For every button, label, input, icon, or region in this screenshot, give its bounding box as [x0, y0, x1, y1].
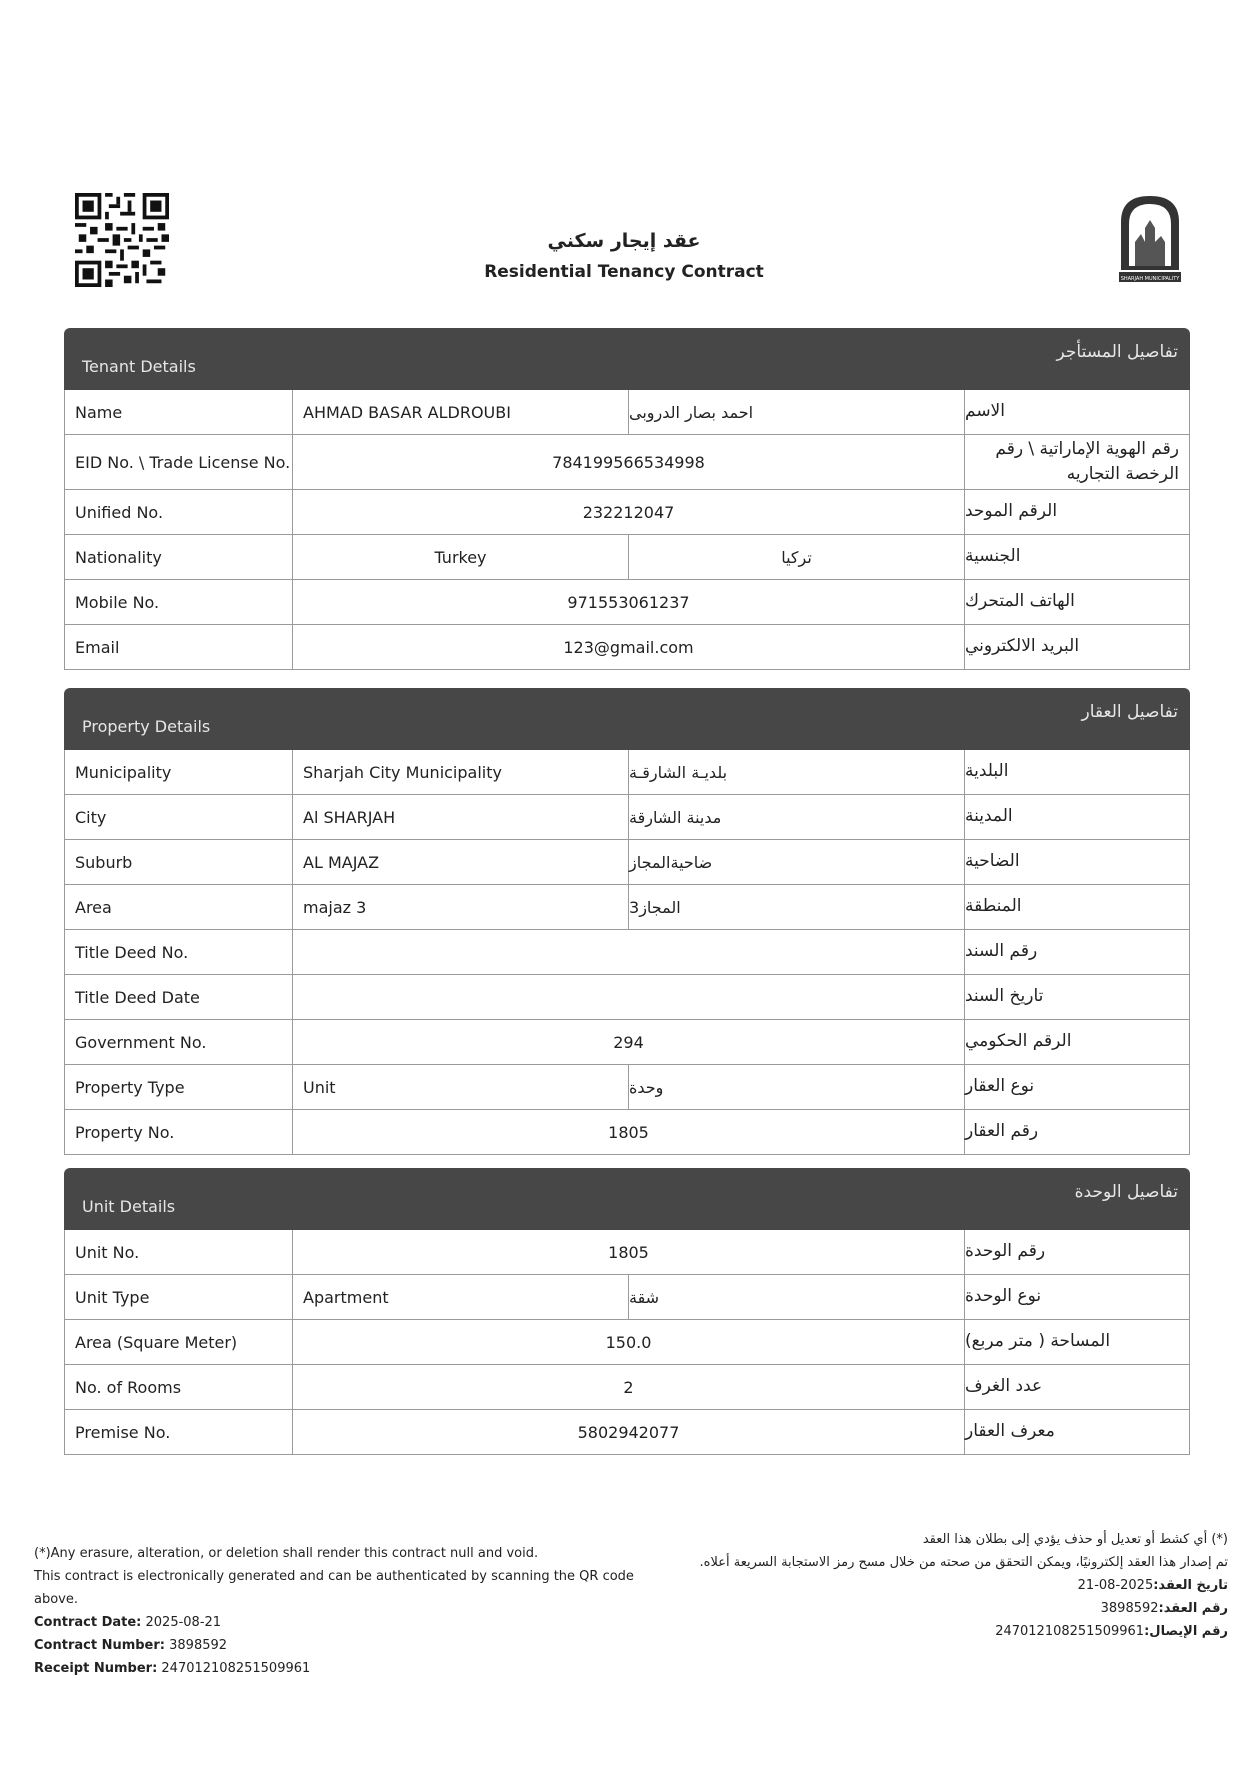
field-label-ar: الرقم الموحد: [965, 501, 1058, 522]
authentication-note: This contract is electronically generated and can be authenticated by scanning the QR code above.: [34, 1569, 634, 1607]
table-row: [64, 1065, 1190, 1110]
field-value-en: majaz 3: [293, 885, 629, 929]
field-label-ar: رقم السند: [965, 941, 1038, 962]
field-value-ar: مدينة الشارقة: [629, 795, 965, 839]
section-header: [64, 328, 1190, 390]
table-row: [64, 885, 1190, 930]
field-label-en: Premise No.: [65, 1410, 293, 1454]
disclaimer-line: (*)Any erasure, alteration, or deletion shall render this contract null and void.: [34, 1546, 539, 1561]
contract-number-value: 3898592: [169, 1638, 228, 1653]
field-value-en: Sharjah City Municipality: [293, 750, 629, 794]
field-label-en: City: [65, 795, 293, 839]
table-row: [64, 975, 1190, 1020]
field-label-en: No. of Rooms: [65, 1365, 293, 1409]
contract-date-value: 2025-08-21: [145, 1615, 222, 1630]
field-value: 2: [293, 1365, 965, 1409]
field-label-en: Unit Type: [65, 1275, 293, 1319]
receipt-number-label-ar: رقم الإيصال:: [1144, 1624, 1228, 1639]
contract-number-value-ar: 3898592: [1100, 1601, 1159, 1616]
field-value-en: AHMAD BASAR ALDROUBI: [293, 390, 629, 434]
tenant-details-section: [64, 328, 1190, 670]
section-header: [64, 1168, 1190, 1230]
section-title-ar: تفاصيل الوحدة: [1074, 1182, 1178, 1202]
field-value: 5802942077: [293, 1410, 965, 1454]
field-label-ar: المنطقة: [965, 896, 1022, 917]
table-row: [64, 390, 1190, 435]
field-label-ar: رقم الوحدة: [965, 1241, 1046, 1262]
field-label-en: Municipality: [65, 750, 293, 794]
receipt-number-ar: [648, 1620, 1228, 1643]
table-row: [64, 1320, 1190, 1365]
field-label-en: Mobile No.: [65, 580, 293, 624]
field-value: 784199566534998: [293, 435, 965, 489]
field-value-ar: المجاز3: [629, 885, 965, 929]
table-row: [64, 435, 1190, 490]
logo-text: SHARJAH MUNICIPALITY: [1120, 276, 1180, 282]
footer-english: [34, 1542, 634, 1680]
table-row: [64, 490, 1190, 535]
table-row: [64, 625, 1190, 670]
field-label-en: Suburb: [65, 840, 293, 884]
field-label-en: Unified No.: [65, 490, 293, 534]
field-value: 1805: [293, 1110, 965, 1154]
field-label-ar: المدينة: [965, 806, 1013, 827]
field-label-ar: رقم الهوية الإماراتية \ رقم الرخصة التجاريه: [995, 438, 1179, 484]
field-label-ar: تاريخ السند: [965, 986, 1044, 1007]
contract-number-label: Contract Number:: [34, 1638, 165, 1653]
disclaimer-line-ar: (*) أي كشط أو تعديل أو حذف يؤدي إلى بطلان هذا العقد: [922, 1532, 1228, 1547]
table-row: [64, 795, 1190, 840]
section-title-ar: تفاصيل العقار: [1081, 702, 1178, 722]
field-value-en: Turkey: [293, 535, 629, 579]
table-row: [64, 840, 1190, 885]
property-details-section: [64, 688, 1190, 1155]
field-label-en: Area: [65, 885, 293, 929]
contract-number-ar: [648, 1597, 1228, 1620]
title-english: Residential Tenancy Contract: [484, 262, 764, 282]
field-value: 150.0: [293, 1320, 965, 1364]
contract-date: [34, 1611, 634, 1634]
table-row: [64, 535, 1190, 580]
table-row: [64, 930, 1190, 975]
field-label-ar: البلدية: [965, 761, 1009, 782]
contract-date-label: Contract Date:: [34, 1615, 142, 1630]
field-label-en: Government No.: [65, 1020, 293, 1064]
contract-number: [34, 1634, 634, 1657]
table-row: [64, 1230, 1190, 1275]
field-value-ar: ضاحيةالمجاز: [629, 840, 965, 884]
field-label-en: Email: [65, 625, 293, 669]
field-value: 294: [293, 1020, 965, 1064]
section-title-en: Property Details: [82, 717, 211, 736]
table-row: [64, 1275, 1190, 1320]
field-label-en: Unit No.: [65, 1230, 293, 1274]
field-label-en: Title Deed Date: [65, 975, 293, 1019]
field-label-ar: نوع الوحدة: [965, 1286, 1042, 1307]
receipt-number-label: Receipt Number:: [34, 1661, 158, 1676]
field-value-en: Unit: [293, 1065, 629, 1109]
contract-number-label-ar: رقم العقد:: [1158, 1601, 1228, 1616]
field-label-ar: الرقم الحكومي: [965, 1031, 1072, 1052]
receipt-number-value: 247012108251509961: [161, 1661, 311, 1676]
field-label-ar: الضاحية: [965, 851, 1020, 872]
contract-date-value-ar: 2025-08-21: [1077, 1578, 1154, 1593]
field-value: 232212047: [293, 490, 965, 534]
field-value-ar: شقة: [629, 1275, 965, 1319]
field-value-ar: احمد بصار الدروبى: [629, 390, 965, 434]
field-label-ar: الهاتف المتحرك: [965, 591, 1075, 612]
authentication-note-ar: تم إصدار هذا العقد إلكترونيًا، ويمكن التحقق من صحته من خلال مسح رمز الاستجابة السريعة أعلاه.: [699, 1555, 1228, 1570]
field-value-ar: تركيا: [629, 535, 965, 579]
section-title-ar: تفاصيل المستأجر: [1056, 342, 1178, 362]
field-label-en: Name: [65, 390, 293, 434]
field-value-ar: بلديـة الشارقـة: [629, 750, 965, 794]
field-label-ar: رقم العقار: [965, 1121, 1039, 1142]
table-row: [64, 580, 1190, 625]
table-row: [64, 1020, 1190, 1065]
field-label-en: Area (Square Meter): [65, 1320, 293, 1364]
field-label-ar: عدد الغرف: [965, 1376, 1043, 1397]
table-row: [64, 1110, 1190, 1155]
field-value: 1805: [293, 1230, 965, 1274]
field-label-ar: الاسم: [965, 401, 1005, 422]
table-row: [64, 1365, 1190, 1410]
field-value: 123@gmail.com: [293, 625, 965, 669]
field-label-ar: البريد الالكتروني: [965, 636, 1080, 657]
field-value: [293, 975, 965, 1019]
receipt-number: [34, 1657, 634, 1680]
field-value-en: AL MAJAZ: [293, 840, 629, 884]
footer-arabic: [648, 1528, 1228, 1643]
field-label-ar: معرف العقار: [965, 1421, 1055, 1442]
field-value: [293, 930, 965, 974]
contract-date-ar: [648, 1574, 1228, 1597]
field-label-ar: الجنسية: [965, 546, 1021, 567]
field-label-ar: نوع العقار: [965, 1076, 1035, 1097]
contract-date-label-ar: تاريخ العقد:: [1153, 1578, 1228, 1593]
field-value-en: Al SHARJAH: [293, 795, 629, 839]
field-label-en: Property No.: [65, 1110, 293, 1154]
field-value-en: Apartment: [293, 1275, 629, 1319]
table-row: [64, 750, 1190, 795]
section-header: [64, 688, 1190, 750]
title-arabic: عقد إيجار سكني: [547, 230, 701, 252]
field-value-ar: وحدة: [629, 1065, 965, 1109]
field-label-ar: المساحة ( متر مربع): [965, 1331, 1111, 1352]
field-label-en: Property Type: [65, 1065, 293, 1109]
table-row: [64, 1410, 1190, 1455]
field-label-en: EID No. \ Trade License No.: [65, 435, 293, 489]
receipt-number-value-ar: 247012108251509961: [995, 1624, 1145, 1639]
field-value: 971553061237: [293, 580, 965, 624]
section-title-en: Unit Details: [82, 1197, 176, 1216]
section-title-en: Tenant Details: [82, 357, 196, 376]
field-label-en: Nationality: [65, 535, 293, 579]
unit-details-section: [64, 1168, 1190, 1455]
field-label-en: Title Deed No.: [65, 930, 293, 974]
